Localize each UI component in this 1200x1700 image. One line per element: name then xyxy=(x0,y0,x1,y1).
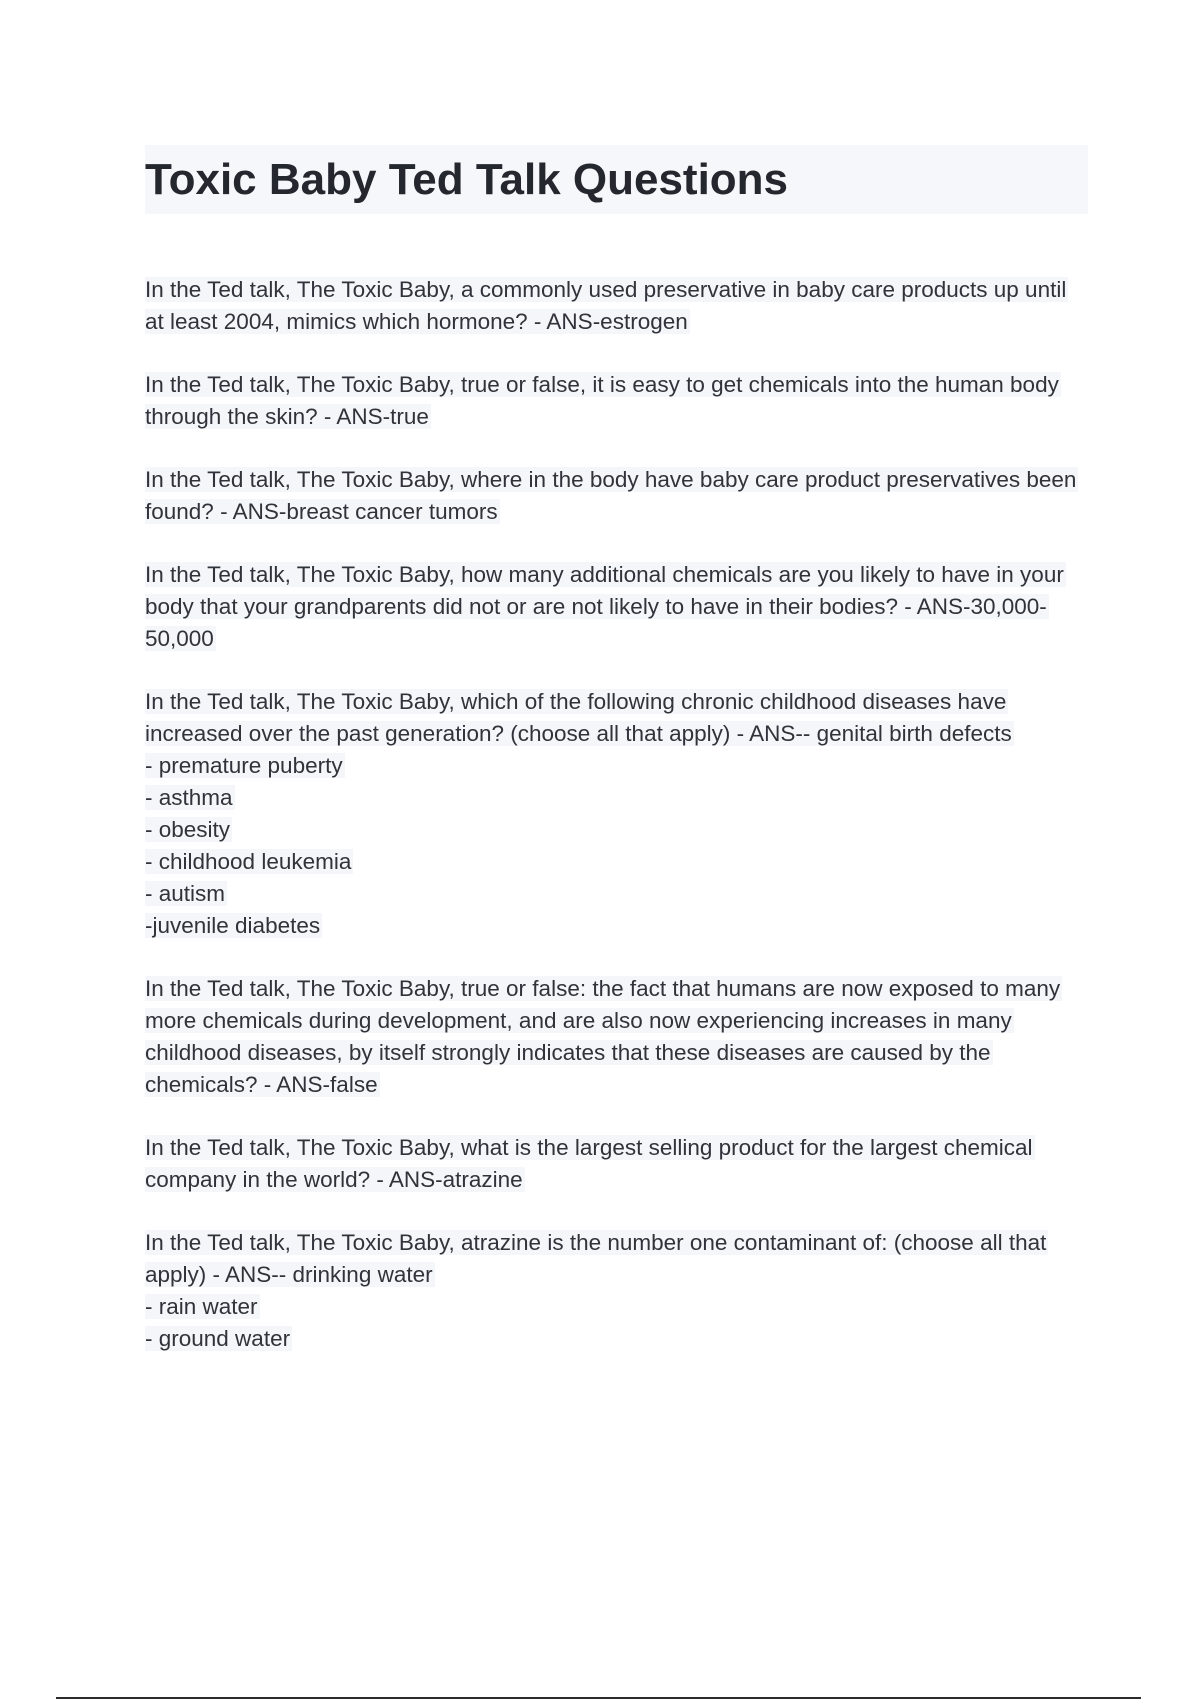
answer-line: - autism xyxy=(145,881,226,906)
qa-item xyxy=(145,464,1090,528)
qa-text: In the Ted talk, The Toxic Baby, how many additional chemicals are you likely to have in your body that your grandparents did not or are not likely to have in their bodies? - ANS-30,000-50,000 xyxy=(145,562,1064,651)
answer-line: - childhood leukemia xyxy=(145,849,352,874)
qa-text: In the Ted talk, The Toxic Baby, which of the following chronic childhood diseases have increased over the past generation? (choose all that apply) - ANS-- genital birth defects xyxy=(145,689,1012,746)
qa-item xyxy=(145,559,1090,655)
qa-item xyxy=(145,1132,1090,1196)
qa-item xyxy=(145,1227,1090,1355)
answer-line: -juvenile diabetes xyxy=(145,913,321,938)
footer-divider xyxy=(56,1697,1141,1699)
qa-text: In the Ted talk, The Toxic Baby, atrazine is the number one contaminant of: (choose all that apply) - ANS-- drinking water xyxy=(145,1230,1047,1287)
qa-text: In the Ted talk, The Toxic Baby, where in the body have baby care product preservatives been found? - ANS-breast cancer tumors xyxy=(145,467,1077,524)
qa-list xyxy=(145,274,1090,1386)
answer-line: - rain water xyxy=(145,1294,258,1319)
qa-item xyxy=(145,274,1090,338)
title-band xyxy=(145,145,1088,214)
qa-item xyxy=(145,973,1090,1101)
qa-item xyxy=(145,686,1090,942)
answer-list xyxy=(145,1291,1090,1355)
qa-text: In the Ted talk, The Toxic Baby, true or false, it is easy to get chemicals into the human body through the skin? - ANS-true xyxy=(145,372,1059,429)
answer-line: - ground water xyxy=(145,1326,291,1351)
qa-text: In the Ted talk, The Toxic Baby, what is the largest selling product for the largest chemical company in the world? - ANS-atrazine xyxy=(145,1135,1033,1192)
page-title: Toxic Baby Ted Talk Questions xyxy=(145,154,789,204)
answer-line: - premature puberty xyxy=(145,753,343,778)
qa-item xyxy=(145,369,1090,433)
qa-text: In the Ted talk, The Toxic Baby, a commonly used preservative in baby care products up until at least 2004, mimics which hormone? - ANS-estrogen xyxy=(145,277,1067,334)
answer-list xyxy=(145,750,1090,942)
answer-line: - asthma xyxy=(145,785,233,810)
qa-text: In the Ted talk, The Toxic Baby, true or false: the fact that humans are now exposed to many more chemicals during development, and are also now experiencing increases in many childhood diseases, by itself strongly indicates that these diseases are caused by the chemicals? - ANS-false xyxy=(145,976,1061,1097)
answer-line: - obesity xyxy=(145,817,231,842)
